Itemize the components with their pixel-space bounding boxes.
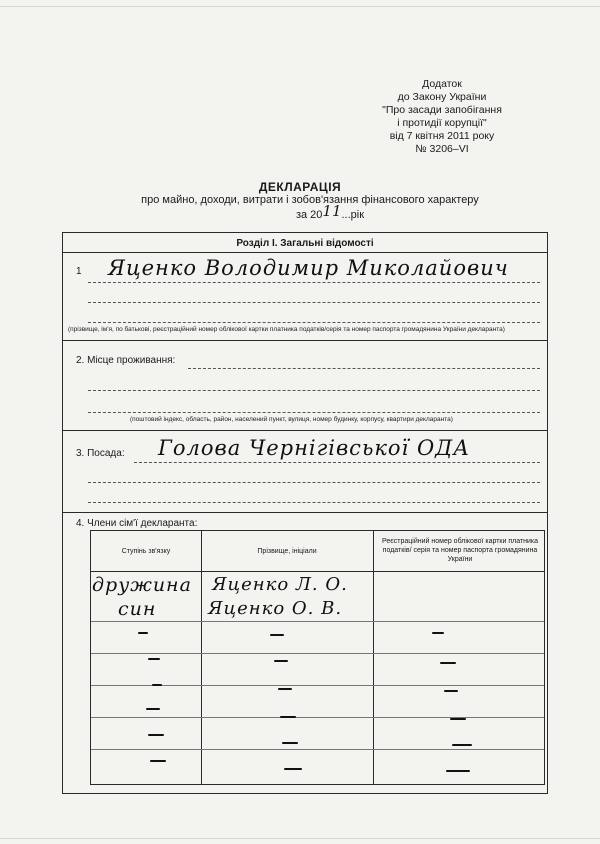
empty-entry-dash <box>282 742 298 744</box>
divider <box>62 430 548 431</box>
empty-entry-dash <box>432 632 444 634</box>
empty-entry-dash <box>444 690 458 692</box>
underline <box>88 482 540 483</box>
empty-entry-dash <box>284 768 302 770</box>
underline <box>88 502 540 503</box>
empty-entry-dash <box>138 632 148 634</box>
declarant-name-handwritten: Яценко Володимир Миколайович <box>108 256 509 280</box>
divider <box>62 512 548 513</box>
empty-entry-dash <box>152 684 162 686</box>
header-line: "Про засади запобігання <box>382 104 502 116</box>
family-name-handwritten: Яценко Л. О. <box>212 574 348 595</box>
underline <box>88 390 540 391</box>
underline <box>88 322 540 323</box>
header-line: і протидії корупції" <box>397 117 487 129</box>
year-prefix: за 20 <box>295 209 323 221</box>
empty-entry-dash <box>148 658 160 660</box>
empty-entry-dash <box>280 716 296 718</box>
year-handwritten: 11 <box>322 202 342 220</box>
scan-artifact <box>0 838 600 839</box>
item1-number: 1 <box>76 266 82 277</box>
column-divider <box>373 531 374 784</box>
item2-caption: (поштовий індекс, область, район, населений пункт, вулиця, номер будинку, корпусу, квартири декларанта) <box>130 416 453 423</box>
position-handwritten: Голова Чернігівської ОДА <box>158 436 471 460</box>
empty-entry-dash <box>148 734 164 736</box>
row-divider <box>91 749 544 750</box>
section-title: Розділ І. Загальні відомості <box>236 238 374 249</box>
column-header-id: Реєстраційний номер облікової картки платника податків/ серія та номер паспорта громадянина України <box>381 538 539 563</box>
header-divider <box>91 571 544 572</box>
item1-caption: (прізвище, ім'я, по батькові, реєстраційний номер облікової картки платника податків/серія та номер паспорта громадянина України декларанта) <box>68 326 505 333</box>
item4-label: 4. Члени сім'ї декларанта: <box>76 518 198 529</box>
empty-entry-dash <box>446 770 470 772</box>
empty-entry-dash <box>274 660 288 662</box>
underline <box>88 282 540 283</box>
header-line: № 3206–VI <box>415 143 469 155</box>
row-divider <box>91 717 544 718</box>
year-suffix: ...рік <box>341 209 365 221</box>
underline <box>188 368 540 369</box>
column-header-relation: Ступінь зв'язку <box>121 548 171 555</box>
family-relation-handwritten: дружина <box>92 574 192 596</box>
header-line: до Закону України <box>397 91 487 103</box>
divider <box>62 340 548 341</box>
empty-entry-dash <box>440 662 456 664</box>
subtitle-line: про майно, доходи, витрати і зобов'язання фінансового характеру <box>141 194 479 206</box>
law-appendix-header <box>352 78 532 156</box>
empty-entry-dash <box>270 634 284 636</box>
item2-label: 2. Місце проживання: <box>76 355 176 366</box>
family-relation-handwritten: син <box>118 598 157 620</box>
column-header-name: Прізвище, ініціали <box>257 548 317 555</box>
empty-entry-dash <box>452 744 472 746</box>
empty-entry-dash <box>150 760 166 762</box>
item3-label: 3. Посада: <box>76 448 125 459</box>
underline <box>88 412 540 413</box>
underline <box>88 302 540 303</box>
header-line: Додаток <box>422 78 462 90</box>
family-name-handwritten: Яценко О. В. <box>208 598 343 619</box>
empty-entry-dash <box>450 718 466 720</box>
year-line <box>80 202 540 222</box>
divider <box>62 252 548 253</box>
document-title: ДЕКЛАРАЦІЯ <box>258 180 342 194</box>
underline <box>134 462 540 463</box>
column-divider <box>201 531 202 784</box>
document-subtitle <box>80 194 540 222</box>
scan-artifact <box>0 6 600 7</box>
header-line: від 7 квітня 2011 року <box>389 130 495 142</box>
empty-entry-dash <box>146 708 160 710</box>
row-divider <box>91 621 544 622</box>
empty-entry-dash <box>278 688 292 690</box>
row-divider <box>91 653 544 654</box>
